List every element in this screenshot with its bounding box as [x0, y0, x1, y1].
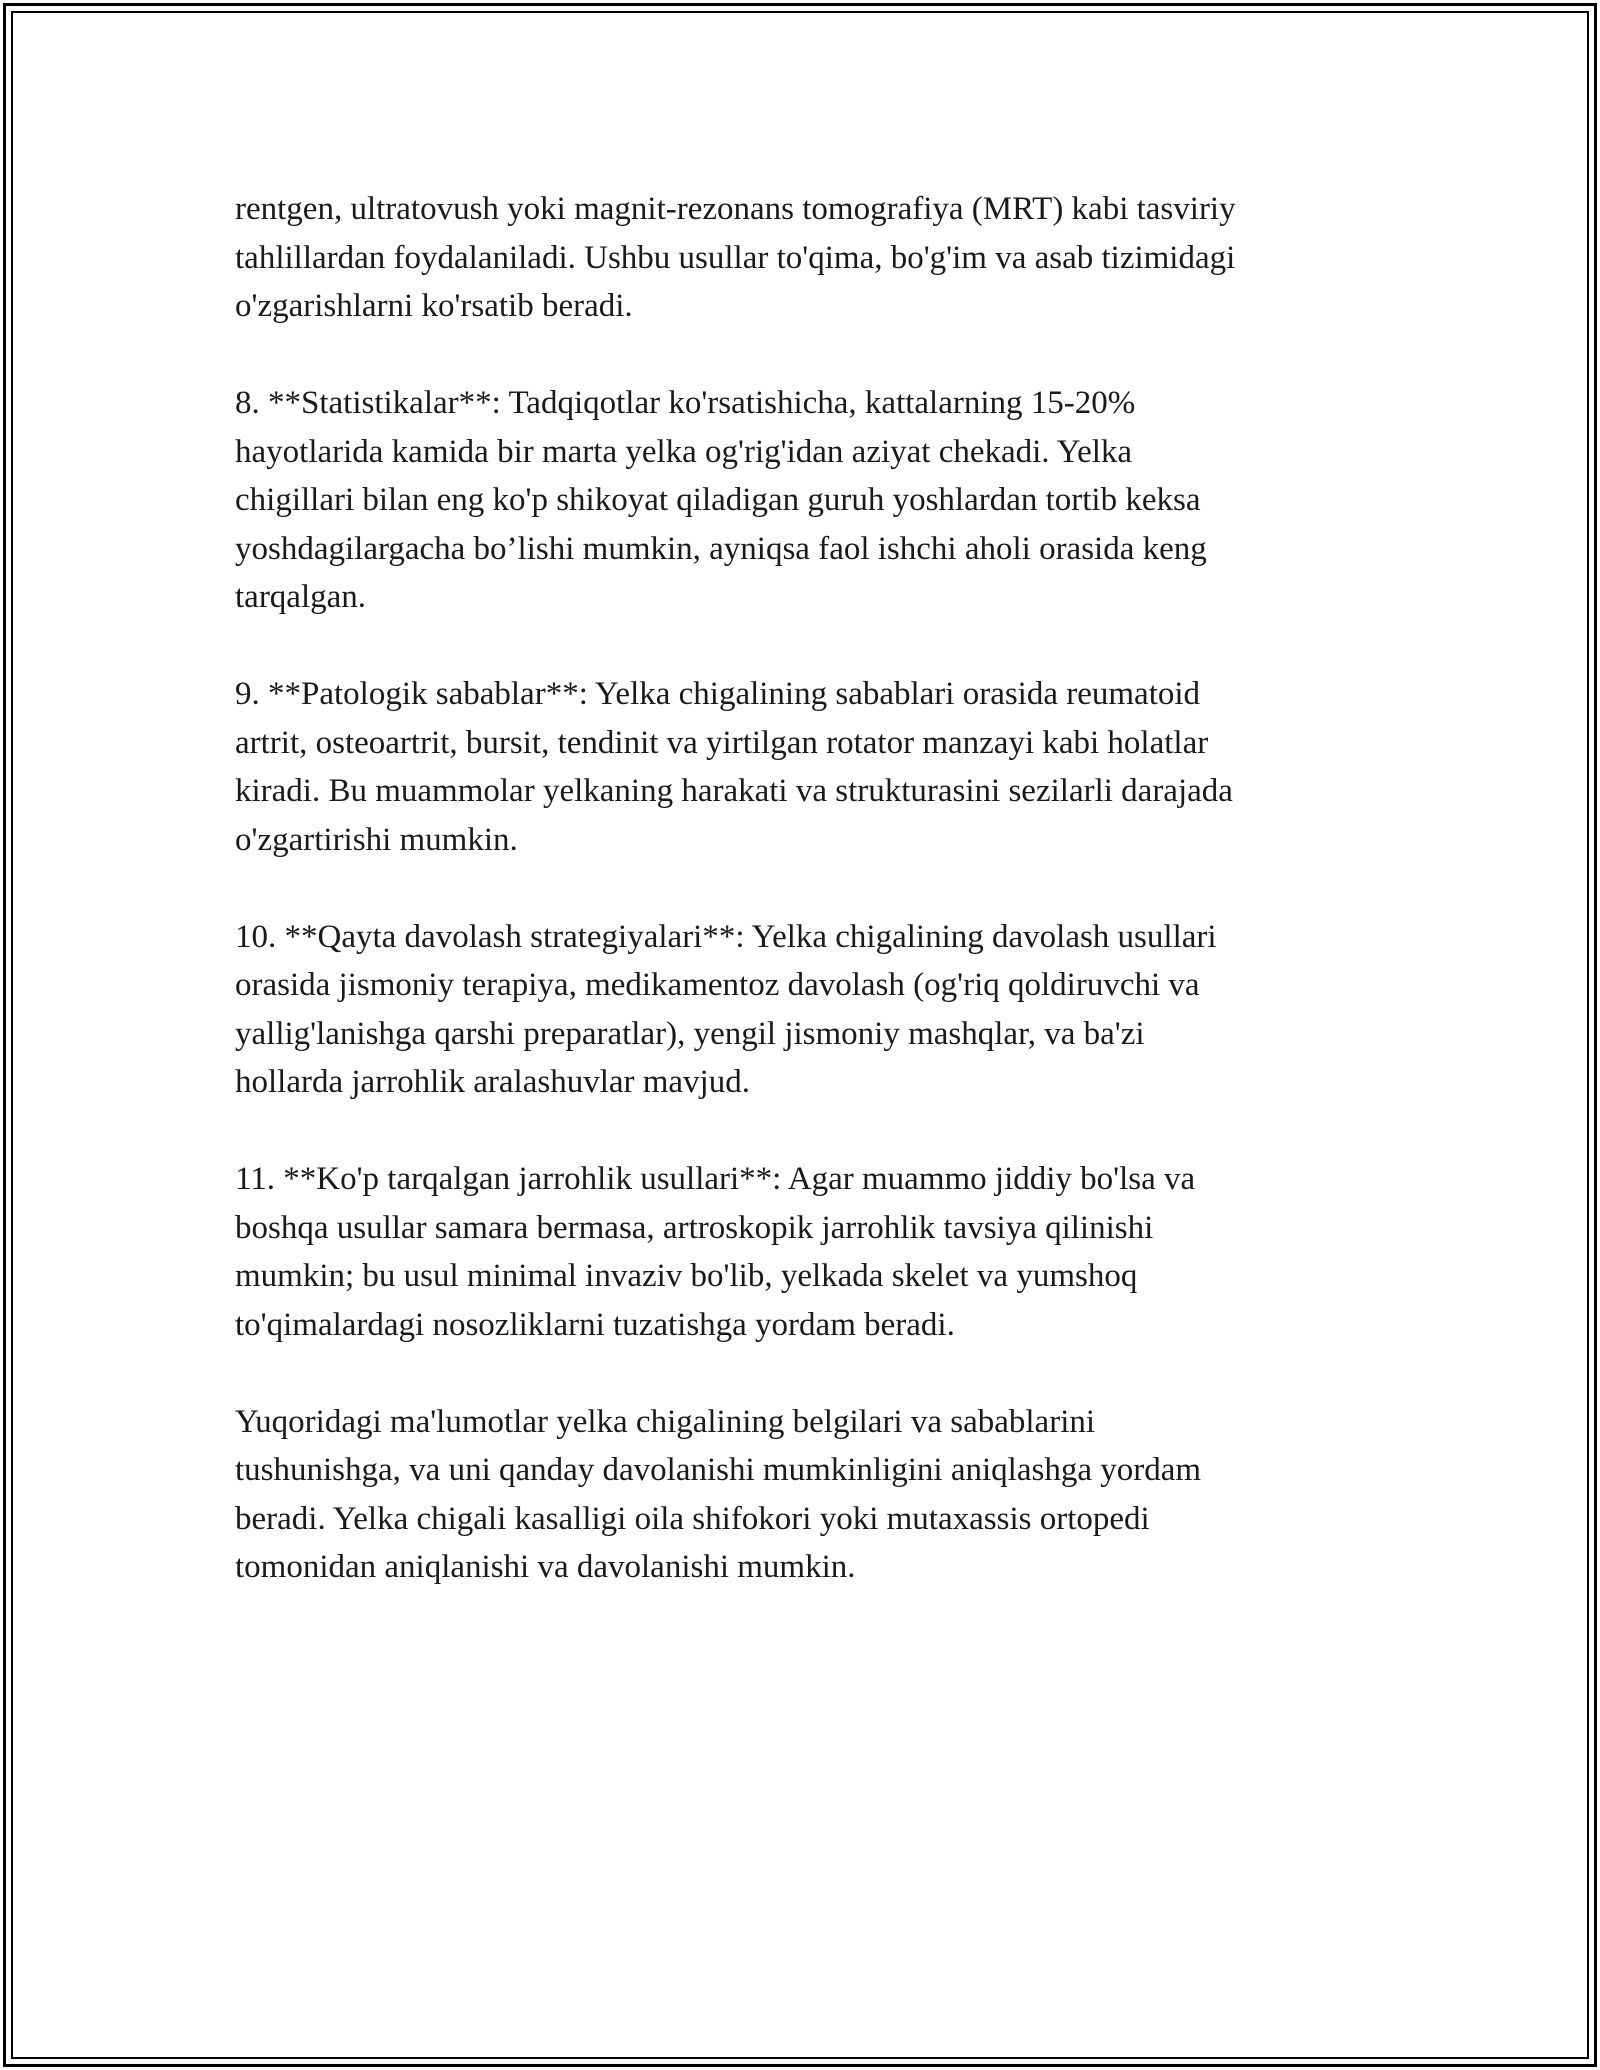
document-body [235, 185, 1365, 1640]
paragraph-statistics: 8. **Statistikalar**: Tadqiqotlar ko'rsatishicha, kattalarning 15-20% hayotlarida kamida bir marta yelka og'rig'idan aziyat chekadi. Yelka chigillari bilan eng ko'p shikoyat qiladigan guruh yoshlardan tortib keksa yoshdagilargacha bo’lishi mumkin, ayniqsa faol ishchi aholi orasida keng tarqalgan. [235, 385, 1207, 615]
paragraph-treatment-strategies: 10. **Qayta davolash strategiyalari**: Yelka chigalining davolash usullari orasida jismoniy terapiya, medikamentoz davolash (og'riq qoldiruvchi va yallig'lanishga qarshi preparatlar), yengil jismoniy mashqlar, va ba'zi hollarda jarrohlik aralashuvlar mavjud. [235, 918, 1217, 1100]
paragraph-pathological-causes: 9. **Patologik sabablar**: Yelka chigalining sabablari orasida reumatoid artrit, osteoartrit, bursit, tendinit va yirtilgan rotator manzayi kabi holatlar kiradi. Bu muammolar yelkaning harakati va strukturasini sezilarli darajada o'zgartirishi mumkin. [235, 676, 1233, 858]
paragraph-surgical-methods: 11. **Ko'p tarqalgan jarrohlik usullari**: Agar muammo jiddiy bo'lsa va boshqa usullar samara bermasa, artroskopik jarrohlik tavsiya qilinishi mumkin; bu usul minimal invaziv bo'lib, yelkada skelet va yumshoq to'qimalardagi nosozliklarni tuzatishga yordam beradi. [235, 1161, 1196, 1343]
paragraph-conclusion: Yuqoridagi ma'lumotlar yelka chigalining belgilari va sabablarini tushunishga, va uni qanday davolanishi mumkinligini aniqlashga yordam beradi. Yelka chigali kasalligi oila shifokori yoki mutaxassis ortopedi tomonidan aniqlanishi va davolanishi mumkin. [235, 1403, 1202, 1585]
paragraph-imaging-methods: rentgen, ultratovush yoki magnit-rezonans tomografiya (MRT) kabi tasviriy tahlillardan foydalaniladi. Ushbu usullar to'qima, bo'g'im va asab tizimidagi o'zgarishlarni ko'rsatib beradi. [235, 191, 1236, 324]
